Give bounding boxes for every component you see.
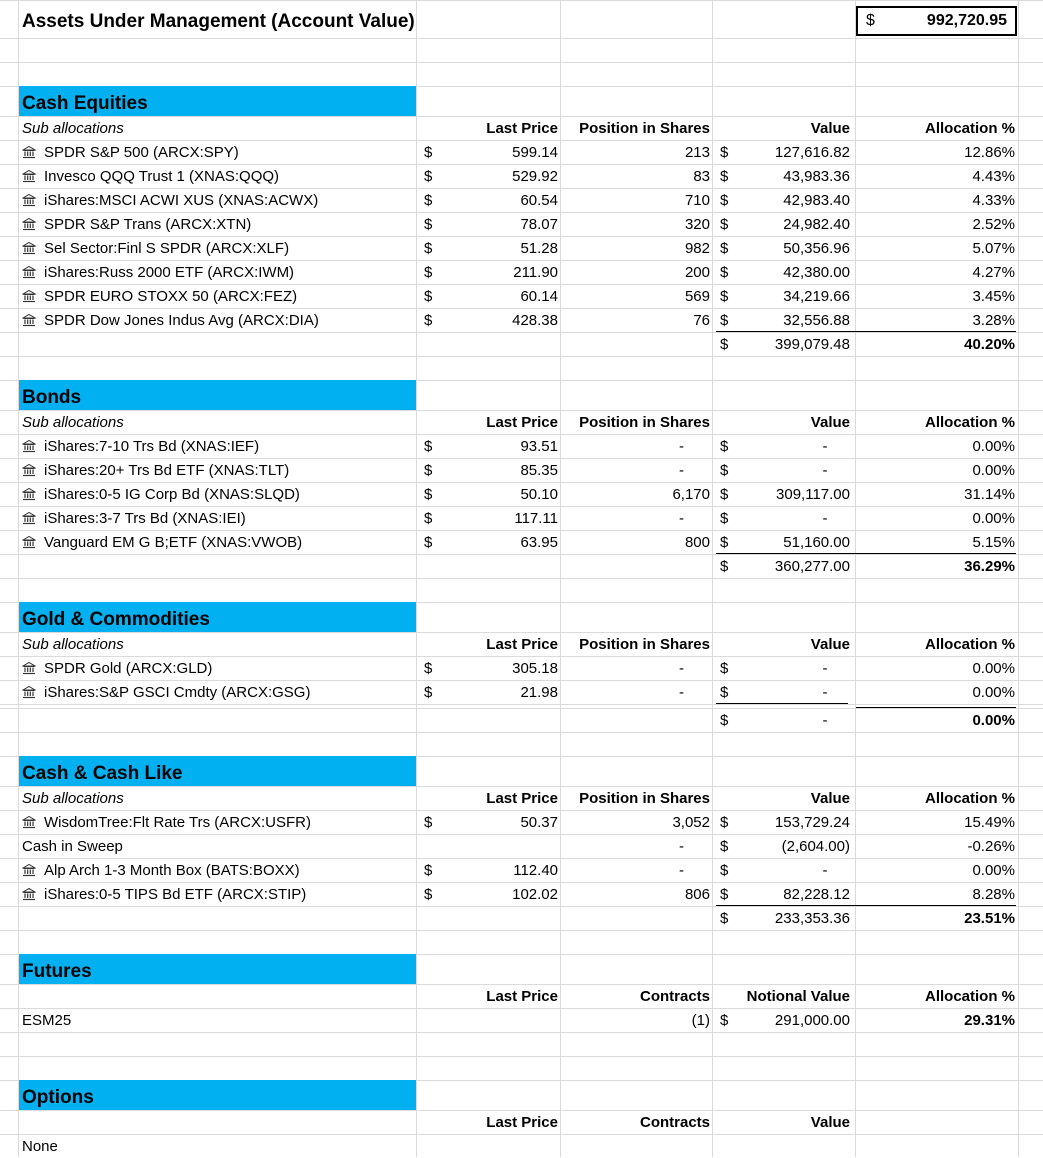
currency-symbol: $ <box>720 909 729 927</box>
bank-icon <box>22 685 36 699</box>
allocation: 15.49% <box>964 813 1015 831</box>
gridline <box>0 930 1043 931</box>
position: 710 <box>684 191 710 209</box>
table-row[interactable] <box>0 506 1043 530</box>
table-row[interactable] <box>0 188 1043 212</box>
table-row[interactable] <box>0 482 1043 506</box>
futures-contracts: (1) <box>691 1011 710 1029</box>
allocation: 0.00% <box>972 509 1015 527</box>
position: - <box>679 659 684 677</box>
currency-symbol: $ <box>424 311 433 329</box>
security-name-cell <box>22 858 416 882</box>
sheet-title: Assets Under Management (Account Value) <box>22 11 415 32</box>
value: - <box>822 461 828 479</box>
allocation: 5.07% <box>972 239 1015 257</box>
sub-allocations-label: Sub allocations <box>22 413 124 431</box>
value: - <box>822 659 828 677</box>
last-price: 60.54 <box>520 191 558 209</box>
table-row[interactable] <box>0 656 1043 680</box>
currency-symbol: $ <box>424 191 433 209</box>
currency-symbol: $ <box>424 215 433 233</box>
currency-symbol: $ <box>424 287 433 305</box>
allocation: 12.86% <box>964 143 1015 161</box>
total-value: 399,079.48 <box>774 335 850 353</box>
allocation: 4.27% <box>972 263 1015 281</box>
table-row[interactable] <box>0 140 1043 164</box>
last-price: 63.95 <box>520 533 558 551</box>
bank-icon <box>22 169 36 183</box>
gridline <box>0 356 1043 357</box>
gridline <box>0 732 1043 733</box>
table-row[interactable] <box>0 530 1043 554</box>
security-name-cell <box>22 530 416 554</box>
section-header-futures: Futures <box>19 954 416 984</box>
bank-icon <box>22 487 36 501</box>
options-name: None <box>22 1137 58 1155</box>
table-row[interactable] <box>0 164 1043 188</box>
currency-symbol: $ <box>424 533 433 551</box>
position: - <box>679 683 684 701</box>
header-row <box>0 1110 1043 1134</box>
col-header-allocation: Allocation % <box>924 413 1015 431</box>
currency-symbol: $ <box>424 659 433 677</box>
total-row <box>0 906 1043 930</box>
bank-icon <box>22 815 36 829</box>
last-price: 50.37 <box>520 813 558 831</box>
header-row <box>0 984 1043 1008</box>
value: 50,356.96 <box>783 239 850 257</box>
gridline <box>0 0 1043 1</box>
allocation: 3.28% <box>972 311 1015 329</box>
last-price: 93.51 <box>520 437 558 455</box>
position: 320 <box>684 215 710 233</box>
account-value-box[interactable] <box>856 6 1017 36</box>
col-header-value: Value <box>810 119 850 137</box>
bank-icon <box>22 313 36 327</box>
value: 24,982.40 <box>783 215 850 233</box>
currency-symbol: $ <box>720 1011 729 1029</box>
currency-symbol: $ <box>720 885 729 903</box>
currency-symbol: $ <box>720 813 729 831</box>
futures-name: ESM25 <box>22 1011 72 1029</box>
allocation: 31.14% <box>964 485 1015 503</box>
allocation: 0.00% <box>972 683 1015 701</box>
col-header-position: Position in Shares <box>579 789 710 807</box>
futures-allocation: 29.31% <box>964 1011 1015 1029</box>
table-row[interactable] <box>0 680 1043 704</box>
col-header-allocation: Allocation % <box>924 119 1015 137</box>
sub-allocations-label: Sub allocations <box>22 789 124 807</box>
last-price: 428.38 <box>512 311 558 329</box>
allocation: -0.26% <box>967 837 1015 855</box>
security-name: Alp Arch 1-3 Month Box (BATS:BOXX) <box>44 861 300 879</box>
col-header-value: Value <box>810 1113 850 1131</box>
section-header-gold-commodities: Gold & Commodities <box>19 602 416 632</box>
last-price: 529.92 <box>512 167 558 185</box>
security-name-cell <box>22 140 416 164</box>
position: - <box>679 437 684 455</box>
position: 3,052 <box>672 813 710 831</box>
position: 83 <box>693 167 710 185</box>
gridline <box>0 1056 1043 1057</box>
currency-symbol: $ <box>720 711 729 729</box>
value: 51,160.00 <box>783 533 850 551</box>
bank-icon <box>22 661 36 675</box>
security-name: iShares:20+ Trs Bd ETF (XNAS:TLT) <box>44 461 290 479</box>
table-row[interactable] <box>0 212 1043 236</box>
security-name-cell <box>22 680 416 704</box>
currency-symbol: $ <box>720 683 729 701</box>
table-row[interactable] <box>0 858 1043 882</box>
security-name: iShares:0-5 TIPS Bd ETF (ARCX:STIP) <box>44 885 307 903</box>
position: 200 <box>684 263 710 281</box>
table-row[interactable] <box>0 834 1043 858</box>
col-header-last-price: Last Price <box>486 635 558 653</box>
value: - <box>822 683 828 701</box>
table-row[interactable] <box>0 1134 1043 1158</box>
position: - <box>679 837 684 855</box>
currency-symbol: $ <box>720 311 729 329</box>
position: 569 <box>684 287 710 305</box>
security-name: SPDR Gold (ARCX:GLD) <box>44 659 213 677</box>
currency-symbol: $ <box>720 287 729 305</box>
table-row[interactable] <box>0 236 1043 260</box>
last-price: 102.02 <box>512 885 558 903</box>
table-row[interactable] <box>0 458 1043 482</box>
value: 82,228.12 <box>783 885 850 903</box>
security-name: iShares:Russ 2000 ETF (ARCX:IWM) <box>44 263 295 281</box>
allocation: 2.52% <box>972 215 1015 233</box>
value: 34,219.66 <box>783 287 850 305</box>
value: 309,117.00 <box>776 485 850 503</box>
currency-symbol: $ <box>720 437 729 455</box>
last-price: 211.90 <box>513 263 558 281</box>
allocation: 8.28% <box>972 885 1015 903</box>
currency-symbol: $ <box>424 509 433 527</box>
security-name-cell <box>22 458 416 482</box>
account-value: 992,720.95 <box>926 12 1007 29</box>
currency-symbol: $ <box>720 167 729 185</box>
last-price: 305.18 <box>512 659 558 677</box>
position: - <box>679 461 684 479</box>
security-name: Cash in Sweep <box>22 837 123 855</box>
total-value: - <box>822 711 828 729</box>
value: 42,380.00 <box>783 263 850 281</box>
security-name: iShares:7-10 Trs Bd (XNAS:IEF) <box>44 437 260 455</box>
last-price: 112.40 <box>513 861 558 879</box>
security-name: Vanguard EM G B;ETF (XNAS:VWOB) <box>44 533 303 551</box>
header-row <box>0 632 1043 656</box>
security-name-cell <box>22 188 416 212</box>
col-header-allocation: Allocation % <box>924 987 1015 1005</box>
value-underline <box>716 703 848 704</box>
security-name-cell <box>22 212 416 236</box>
allocation: 0.00% <box>972 659 1015 677</box>
total-row <box>0 708 1043 732</box>
currency-symbol: $ <box>720 461 729 479</box>
col-header-value: Value <box>810 413 850 431</box>
security-name-cell <box>22 308 416 332</box>
value: - <box>822 861 828 879</box>
currency-symbol: $ <box>424 263 433 281</box>
security-name-cell <box>22 834 416 858</box>
value: - <box>822 437 828 455</box>
table-row[interactable] <box>0 1008 1043 1032</box>
col-header-last-price: Last Price <box>486 119 558 137</box>
bank-icon <box>22 289 36 303</box>
last-price: 50.10 <box>520 485 558 503</box>
sub-allocations-label: Sub allocations <box>22 119 124 137</box>
allocation: 4.33% <box>972 191 1015 209</box>
gridline <box>0 1032 1043 1033</box>
currency-symbol: $ <box>720 557 729 575</box>
currency-symbol: $ <box>424 167 433 185</box>
gridline <box>0 38 1043 39</box>
security-name-cell <box>22 810 416 834</box>
bank-icon <box>22 511 36 525</box>
table-row[interactable] <box>0 810 1043 834</box>
value: - <box>822 509 828 527</box>
currency-symbol: $ <box>424 461 433 479</box>
position: 800 <box>684 533 710 551</box>
currency-symbol: $ <box>720 215 729 233</box>
col-header-last-price: Last Price <box>486 413 558 431</box>
currency-symbol: $ <box>866 12 875 29</box>
currency-symbol: $ <box>424 813 433 831</box>
security-name-cell <box>22 482 416 506</box>
value: (2,604.00) <box>781 837 850 855</box>
currency-symbol: $ <box>424 683 433 701</box>
bank-icon <box>22 193 36 207</box>
security-name-cell <box>22 164 416 188</box>
allocation: 0.00% <box>972 437 1015 455</box>
gridline <box>0 62 1043 63</box>
sub-allocations-label: Sub allocations <box>22 635 124 653</box>
position: 76 <box>693 311 710 329</box>
value: 153,729.24 <box>774 813 850 831</box>
bank-icon <box>22 863 36 877</box>
currency-symbol: $ <box>424 485 433 503</box>
table-row[interactable] <box>0 308 1043 332</box>
allocation: 0.00% <box>972 861 1015 879</box>
table-row[interactable] <box>0 260 1043 284</box>
security-name: WisdomTree:Flt Rate Trs (ARCX:USFR) <box>44 813 311 831</box>
value: 43,983.36 <box>783 167 850 185</box>
col-header-last-price: Last Price <box>486 789 558 807</box>
currency-symbol: $ <box>720 533 729 551</box>
currency-symbol: $ <box>720 659 729 677</box>
allocation: 0.00% <box>972 461 1015 479</box>
section-header-cash-equities: Cash Equities <box>19 86 416 116</box>
currency-symbol: $ <box>720 191 729 209</box>
position: - <box>679 861 684 879</box>
col-header-allocation: Allocation % <box>924 635 1015 653</box>
last-price: 51.28 <box>520 239 558 257</box>
currency-symbol: $ <box>424 885 433 903</box>
last-price: 85.35 <box>520 461 558 479</box>
total-allocation: 23.51% <box>964 909 1015 927</box>
security-name-cell <box>22 882 416 906</box>
currency-symbol: $ <box>720 837 729 855</box>
security-name: iShares:0-5 IG Corp Bd (XNAS:SLQD) <box>44 485 300 503</box>
table-row[interactable] <box>0 882 1043 906</box>
section-header-bonds: Bonds <box>19 380 416 410</box>
col-header-contracts: Contracts <box>639 1113 710 1131</box>
position: 6,170 <box>672 485 710 503</box>
value: 32,556.88 <box>783 311 850 329</box>
currency-symbol: $ <box>424 437 433 455</box>
security-name-cell <box>22 236 416 260</box>
security-name: iShares:S&P GSCI Cmdty (ARCX:GSG) <box>44 683 311 701</box>
bank-icon <box>22 463 36 477</box>
currency-symbol: $ <box>424 239 433 257</box>
last-price: 78.07 <box>520 215 558 233</box>
section-header-cash-cash-like: Cash & Cash Like <box>19 756 416 786</box>
col-header-position: Position in Shares <box>579 635 710 653</box>
currency-symbol: $ <box>720 509 729 527</box>
currency-symbol: $ <box>424 143 433 161</box>
table-row[interactable] <box>0 284 1043 308</box>
total-row <box>0 332 1043 356</box>
bank-icon <box>22 217 36 231</box>
value: 127,616.82 <box>774 143 850 161</box>
last-price: 21.98 <box>520 683 558 701</box>
bank-icon <box>22 265 36 279</box>
position: - <box>679 509 684 527</box>
header-row <box>0 410 1043 434</box>
bank-icon <box>22 887 36 901</box>
col-header-last-price: Last Price <box>486 1113 558 1131</box>
col-header-allocation: Allocation % <box>924 789 1015 807</box>
security-name-cell <box>22 260 416 284</box>
last-price: 60.14 <box>520 287 558 305</box>
header-row <box>0 116 1043 140</box>
col-header-last-price: Last Price <box>486 987 558 1005</box>
currency-symbol: $ <box>720 263 729 281</box>
total-row <box>0 554 1043 578</box>
col-header-value: Value <box>810 789 850 807</box>
position: 982 <box>684 239 710 257</box>
security-name: iShares:3-7 Trs Bd (XNAS:IEI) <box>44 509 246 527</box>
bank-icon <box>22 535 36 549</box>
security-name-cell <box>22 434 416 458</box>
security-name-cell <box>22 284 416 308</box>
col-header-notional-value: Notional Value <box>746 987 850 1005</box>
col-header-position: Position in Shares <box>579 413 710 431</box>
header-row <box>0 786 1043 810</box>
position: 806 <box>684 885 710 903</box>
gridline <box>0 578 1043 579</box>
security-name-cell <box>22 656 416 680</box>
total-allocation: 0.00% <box>972 711 1015 729</box>
security-name-cell <box>22 506 416 530</box>
total-value: 360,277.00 <box>774 557 850 575</box>
col-header-position: Position in Shares <box>579 119 710 137</box>
currency-symbol: $ <box>720 239 729 257</box>
security-name: Invesco QQQ Trust 1 (XNAS:QQQ) <box>44 167 280 185</box>
col-header-value: Value <box>810 635 850 653</box>
security-name: SPDR Dow Jones Indus Avg (ARCX:DIA) <box>44 311 319 329</box>
total-allocation: 40.20% <box>964 335 1015 353</box>
total-allocation: 36.29% <box>964 557 1015 575</box>
bank-icon <box>22 439 36 453</box>
futures-notional-value: 291,000.00 <box>774 1011 850 1029</box>
position: 213 <box>684 143 710 161</box>
allocation: 3.45% <box>972 287 1015 305</box>
currency-symbol: $ <box>424 861 433 879</box>
currency-symbol: $ <box>720 335 729 353</box>
security-name: SPDR S&P 500 (ARCX:SPY) <box>44 143 239 161</box>
bank-icon <box>22 241 36 255</box>
security-name: Sel Sector:Finl S SPDR (ARCX:XLF) <box>44 239 290 257</box>
total-value: 233,353.36 <box>774 909 850 927</box>
currency-symbol: $ <box>720 143 729 161</box>
last-price: 117.11 <box>514 509 558 527</box>
value: 42,983.40 <box>783 191 850 209</box>
currency-symbol: $ <box>720 485 729 503</box>
table-row[interactable] <box>0 434 1043 458</box>
bank-icon <box>22 145 36 159</box>
allocation: 5.15% <box>972 533 1015 551</box>
allocation: 4.43% <box>972 167 1015 185</box>
security-name: SPDR EURO STOXX 50 (ARCX:FEZ) <box>44 287 298 305</box>
security-name: iShares:MSCI ACWI XUS (XNAS:ACWX) <box>44 191 319 209</box>
security-name: SPDR S&P Trans (ARCX:XTN) <box>44 215 252 233</box>
last-price: 599.14 <box>512 143 558 161</box>
currency-symbol: $ <box>720 861 729 879</box>
col-header-contracts: Contracts <box>639 987 710 1005</box>
section-header-options: Options <box>19 1080 416 1110</box>
